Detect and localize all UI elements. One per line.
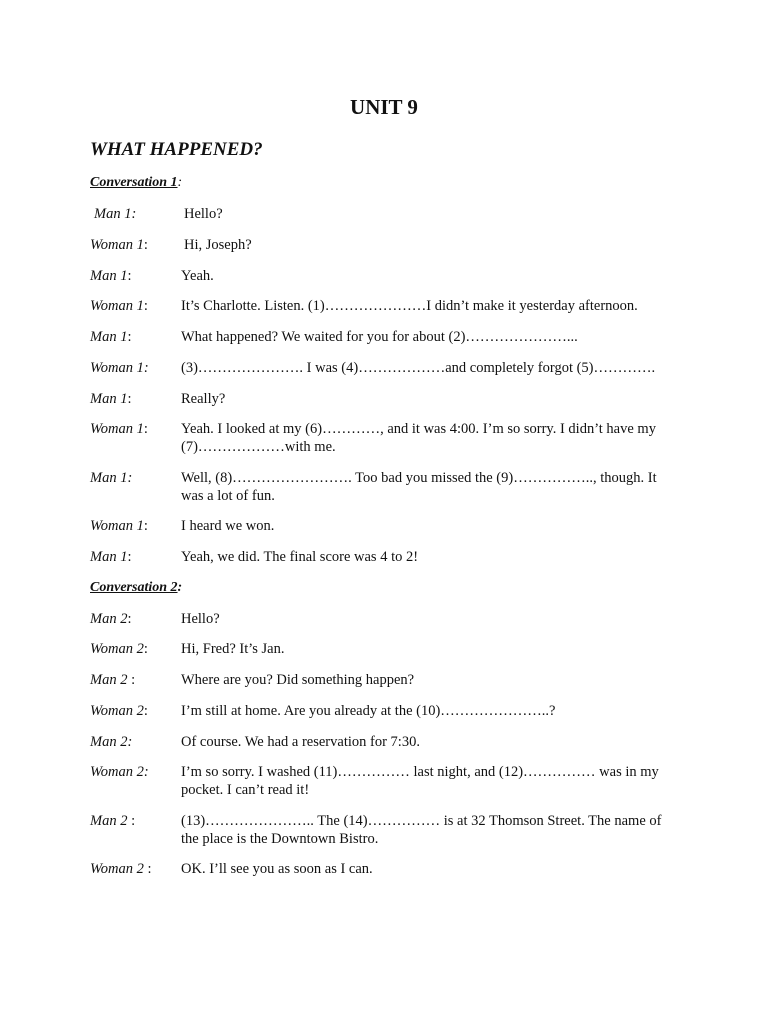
speaker-colon: :	[143, 518, 148, 534]
speaker-label	[90, 610, 132, 628]
speaker-label: Man 2:	[90, 734, 133, 750]
speaker-colon: :	[143, 237, 148, 253]
dialogue-text: I heard we won.	[181, 518, 275, 534]
conversation-2-heading	[90, 579, 182, 597]
speaker-name: Man 2	[90, 813, 132, 829]
speaker-label	[90, 297, 148, 315]
speaker-label	[90, 548, 132, 566]
section-title: WHAT HAPPENED?	[90, 139, 263, 160]
dialogue-text: Yeah, we did. The final score was 4 to 2!	[181, 549, 419, 565]
speaker-name: Woman 1	[90, 298, 144, 314]
speaker-label: Woman 2:	[90, 764, 149, 780]
speaker-name: Woman 2	[90, 861, 148, 877]
speaker-label	[90, 390, 132, 408]
speaker-label	[90, 267, 132, 285]
speaker-colon: :	[131, 813, 136, 829]
conversation-2-heading-label: Conversation 2	[90, 580, 178, 595]
speaker-label	[90, 640, 148, 658]
speaker-name: Woman 1	[90, 518, 144, 534]
speaker-colon: :	[143, 421, 148, 437]
dialogue-text: Really?	[181, 391, 226, 407]
speaker-label	[90, 420, 148, 438]
dialogue-text: I’m so sorry. I washed (11)…………… last night, and (12)…………… was in my pocket. I can’t read it!	[181, 764, 659, 798]
speaker-label	[90, 702, 148, 720]
dialogue-text: I’m still at home. Are you already at the (10)…………………..?	[181, 703, 556, 719]
dialogue-text: Hello?	[184, 206, 223, 222]
conversation-1-heading-colon: :	[177, 175, 183, 190]
unit-title: UNIT 9	[350, 95, 418, 119]
dialogue-text: (13)………………….. The (14)…………… is at 32 Thomson Street. The name of the place is the Downtown Bistro.	[181, 813, 662, 847]
dialogue-text: Yeah.	[181, 268, 214, 284]
conversation-1-heading-label: Conversation 1	[90, 175, 178, 190]
speaker-colon: :	[127, 329, 132, 345]
speaker-label	[90, 671, 135, 689]
speaker-label	[90, 860, 152, 878]
speaker-name: Man 2	[90, 611, 128, 627]
speaker-name: Woman 2	[90, 703, 144, 719]
speaker-colon: :	[131, 672, 136, 688]
speaker-name: Man 1	[90, 391, 128, 407]
speaker-name: Man 1	[90, 549, 128, 565]
speaker-colon: :	[127, 611, 132, 627]
speaker-name: Man 2	[90, 672, 132, 688]
speaker-colon: :	[143, 703, 148, 719]
speaker-label	[90, 328, 132, 346]
speaker-label	[90, 812, 135, 830]
speaker-colon: :	[127, 391, 132, 407]
speaker-colon: :	[147, 861, 152, 877]
dialogue-text: What happened? We waited for you for about (2)…………………...	[181, 329, 578, 345]
speaker-colon: :	[143, 298, 148, 314]
speaker-name: Man 1	[90, 329, 128, 345]
speaker-label: Woman 1:	[90, 360, 149, 376]
speaker-colon: :	[127, 549, 132, 565]
dialogue-text: It’s Charlotte. Listen. (1)…………………I didn’t make it yesterday afternoon.	[181, 298, 638, 314]
dialogue-text: Well, (8)……………………. Too bad you missed the (9)…………….., though. It was a lot of fun.	[181, 470, 657, 504]
dialogue-text: Where are you? Did something happen?	[181, 672, 415, 688]
speaker-name: Woman 1	[90, 237, 144, 253]
dialogue-text: Hi, Fred? It’s Jan.	[181, 641, 285, 657]
speaker-name: Man 1	[90, 268, 128, 284]
speaker-colon: :	[143, 641, 148, 657]
dialogue-text: Hi, Joseph?	[184, 237, 252, 253]
dialogue-text: Yeah. I looked at my (6)…………, and it was 4:00. I’m so sorry. I didn’t have my (7)………………with me.	[181, 421, 656, 455]
speaker-name: Woman 1	[90, 421, 144, 437]
speaker-colon: :	[127, 268, 132, 284]
speaker-label: Man 1:	[90, 470, 133, 486]
speaker-label: Man 1:	[94, 206, 137, 222]
speaker-label	[90, 517, 148, 535]
dialogue-text: Hello?	[181, 611, 220, 627]
dialogue-text: OK. I’ll see you as soon as I can.	[181, 861, 373, 877]
conversation-1-heading	[90, 174, 182, 192]
dialogue-text: (3)…………………. I was (4)………………and completely forgot (5)………….	[181, 360, 656, 376]
speaker-name: Woman 2	[90, 641, 144, 657]
conversation-2-heading-colon: :	[177, 580, 183, 595]
speaker-label	[90, 236, 148, 254]
dialogue-text: Of course. We had a reservation for 7:30.	[181, 734, 420, 750]
